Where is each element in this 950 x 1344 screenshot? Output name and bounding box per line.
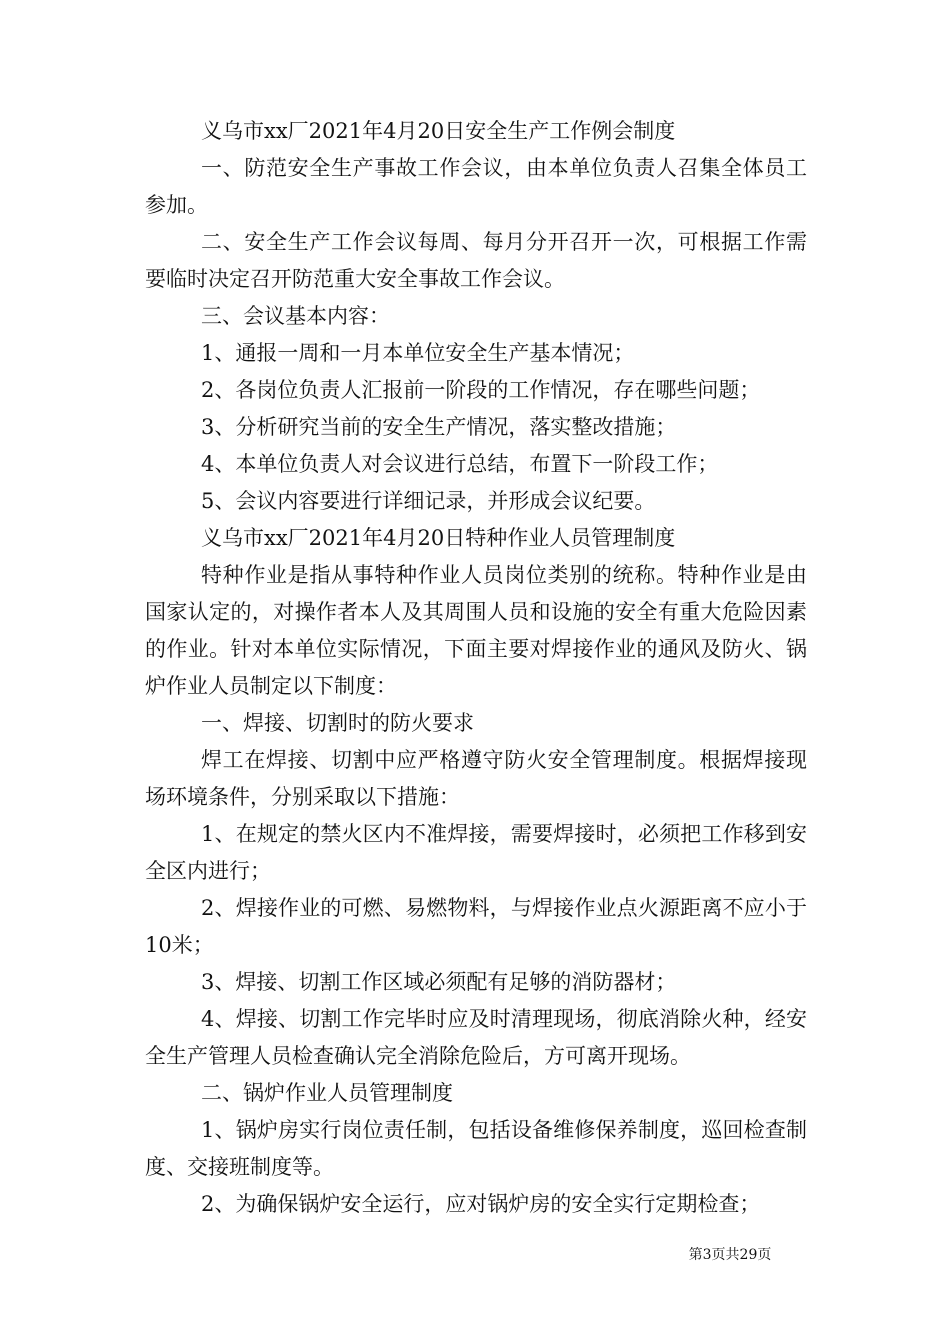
paragraph: 二、安全生产工作会议每周、每月分开召开一次，可根据工作需要临时决定召开防范重大安全事故工作会议。 — [145, 230, 807, 291]
paragraph: 一、防范安全生产事故工作会议，由本单位负责人召集全体员工参加。 — [145, 156, 807, 217]
list-item: 4、焊接、切割工作完毕时应及时清理现场，彻底消除火种，经安全生产管理人员检查确认完全消除危险后，方可离开现场。 — [145, 1007, 807, 1068]
list-item: 1、锅炉房实行岗位责任制，包括设备维修保养制度，巡回检查制度、交接班制度等。 — [145, 1118, 807, 1179]
document-body — [145, 113, 807, 1223]
list-item: 1、在规定的禁火区内不准焊接，需要焊接时，必须把工作移到安全区内进行； — [145, 822, 807, 883]
paragraph: 特种作业是指从事特种作业人员岗位类别的统称。特种作业是由国家认定的，对操作者本人及其周围人员和设施的安全有重大危险因素的作业。针对本单位实际情况，下面主要对焊接作业的通风及防火、锅炉作业人员制定以下制度： — [145, 563, 807, 698]
list-item: 3、分析研究当前的安全生产情况，落实整改措施； — [201, 415, 677, 439]
list-item: 2、焊接作业的可燃、易燃物料，与焊接作业点火源距离不应小于10米； — [145, 896, 807, 957]
paragraph: 三、会议基本内容： — [201, 304, 390, 328]
list-item: 5、会议内容要进行详细记录，并形成会议纪要。 — [201, 489, 656, 513]
subsection-title: 二、锅炉作业人员管理制度 — [201, 1081, 453, 1105]
page-number: 第3页共29页 — [688, 1247, 772, 1263]
list-item: 1、通报一周和一月本单位安全生产基本情况； — [201, 341, 635, 365]
list-item: 2、为确保锅炉安全运行，应对锅炉房的安全实行定期检查； — [201, 1192, 761, 1216]
section-title-safety-meeting: 义乌市xx厂2021年4月20日安全生产工作例会制度 — [201, 119, 676, 143]
list-item: 2、各岗位负责人汇报前一阶段的工作情况，存在哪些问题； — [201, 378, 761, 402]
section-title-special-operations: 义乌市xx厂2021年4月20日特种作业人员管理制度 — [201, 526, 676, 550]
subsection-title: 一、焊接、切割时的防火要求 — [201, 711, 474, 735]
list-item: 4、本单位负责人对会议进行总结，布置下一阶段工作； — [201, 452, 719, 476]
list-item: 3、焊接、切割工作区域必须配有足够的消防器材； — [201, 970, 677, 994]
paragraph: 焊工在焊接、切割中应严格遵守防火安全管理制度。根据焊接现场环境条件，分别采取以下措施： — [145, 748, 807, 809]
